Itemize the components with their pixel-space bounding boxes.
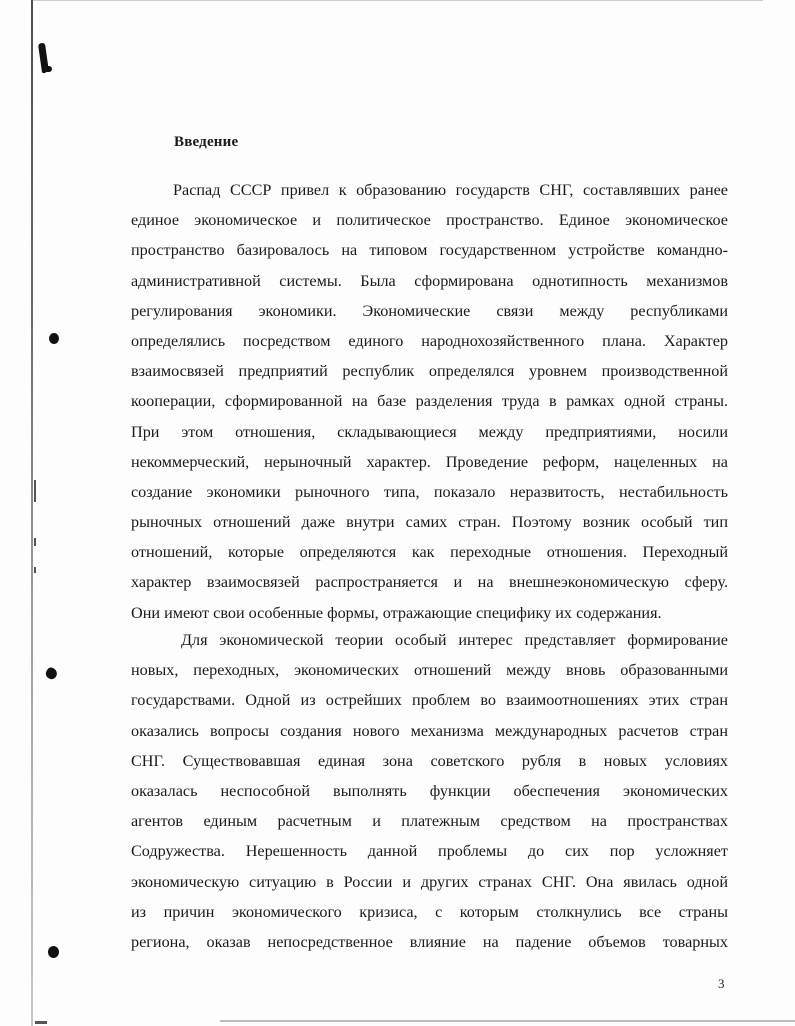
text-line: регулирования экономики. Экономические связи между республиками xyxy=(131,301,728,320)
section-heading: Введение xyxy=(174,134,239,150)
text-line: новых, переходных, экономических отношений между вновь образованными xyxy=(131,661,728,680)
scan-artifact xyxy=(34,480,36,502)
scan-edge-line xyxy=(31,0,33,1026)
scan-bottom-mark xyxy=(35,1021,47,1024)
text-line: оказались вопросы создания нового механизма международных расчетов стран xyxy=(131,721,728,740)
text-line: Распад СССР привел к образованию государств СНГ, составлявших ранее xyxy=(173,181,728,199)
text-line: определялись посредством единого народнохозяйственного плана. Характер xyxy=(131,331,728,350)
paragraph-2 xyxy=(131,625,728,957)
scan-top-line xyxy=(33,0,763,1)
text-line: из причин экономического кризиса, с которым столкнулись все страны xyxy=(131,902,728,921)
text-line: экономическую ситуацию в России и других странах СНГ. Она явилась одной xyxy=(131,872,728,891)
text-line: При этом отношения, складывающиеся между предприятиями, носили xyxy=(131,422,728,441)
text-line: административной системы. Была сформирована однотипность механизмов xyxy=(131,271,728,290)
text-line: создание экономики рыночного типа, показало неразвитость, нестабильность xyxy=(131,482,728,501)
scan-artifact xyxy=(34,567,36,573)
text-line: Для экономической теории особый интерес представляет формирование xyxy=(181,631,728,649)
text-line: кооперации, сформированной на базе разделения труда в рамках одной страны. xyxy=(131,392,728,411)
binding-mark-top-tail xyxy=(44,66,52,72)
page-number: 3 xyxy=(718,976,725,991)
text-line: отношений, которые определяются как переходные отношения. Переходный xyxy=(131,543,728,562)
text-line: характер взаимосвязей распространяется и на внешнеэкономическую сферу. xyxy=(131,573,728,592)
punch-hole-mark xyxy=(44,666,59,681)
text-line: региона, оказав непосредственное влияние на падение объемов товарных xyxy=(131,932,728,951)
scan-bottom-line xyxy=(220,1020,795,1022)
text-line: СНГ. Существовавшая единая зона советского рубля в новых условиях xyxy=(131,751,728,770)
text-line: некоммерческий, нерыночный характер. Проведение реформ, нацеленных на xyxy=(131,452,728,471)
text-line: Содружества. Нерешенность данной проблемы до сих пор усложняет xyxy=(131,842,728,861)
text-line: единое экономическое и политическое пространство. Единое экономическое xyxy=(131,211,728,230)
text-line: рыночных отношений даже внутри самих стран. Поэтому возник особый тип xyxy=(131,513,728,532)
text-line: взаимосвязей предприятий республик определялся уровнем производственной xyxy=(131,362,728,381)
text-line: агентов единым расчетным и платежным средством на пространствах xyxy=(131,812,728,831)
punch-hole-mark xyxy=(49,333,59,344)
text-line: государствами. Одной из острейших проблем во взаимоотношениях этих стран xyxy=(131,691,728,710)
text-line: оказалась неспособной выполнять функции обеспечения экономических xyxy=(131,781,728,800)
text-line: пространство базировалось на типовом государственном устройстве командно- xyxy=(131,241,728,260)
punch-hole-mark xyxy=(48,946,59,958)
text-line: Они имеют свои особенные формы, отражающие специфику их содержания. xyxy=(131,603,662,622)
paragraph-1 xyxy=(131,175,728,628)
scan-artifact xyxy=(34,538,36,546)
